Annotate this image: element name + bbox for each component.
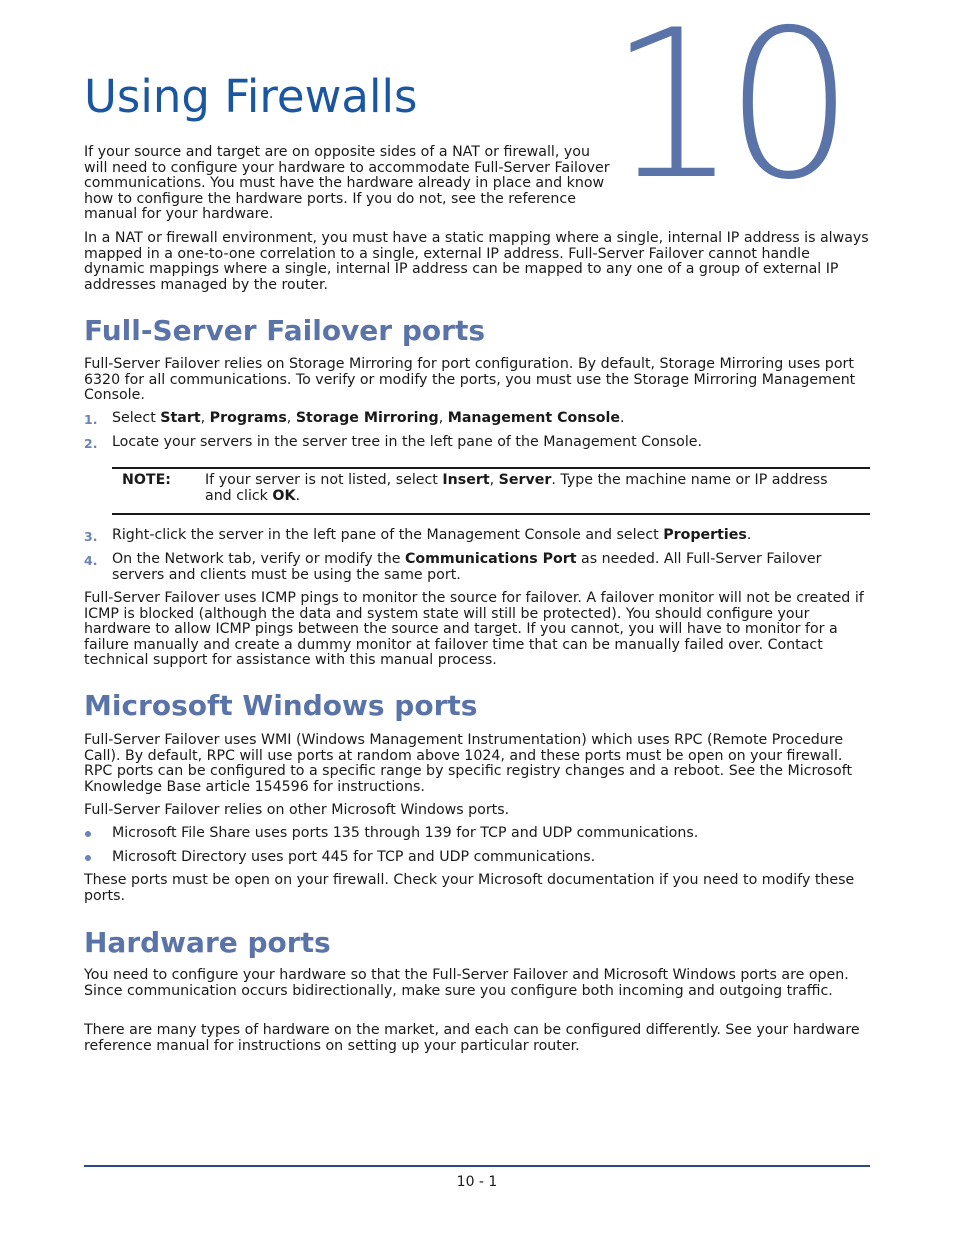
- menu-programs: Programs: [209, 410, 287, 426]
- field-communications-port: Communications Port: [404, 551, 577, 567]
- separator: ,: [489, 472, 499, 488]
- hw-paragraph-1: You need to configure your hardware so that the Full-Server Failover and Microsoft Windows ports are open. Since communication occurs bidirectionally, make sure you configure both incoming and outgoing traffic.: [84, 967, 849, 999]
- ms-paragraph-1: Full-Server Failover uses WMI (Windows Management Instrumentation) which uses RPC (Remote Procedure Call). By default, RPC will use ports at random above 1024, and these ports must be open on your firewall. RPC ports can be configured to a specific range by specific registry changes and a reboot. See the Microsoft Knowledge Base article 154596 for instructions.: [84, 732, 853, 795]
- menu-management-console: Management Console: [447, 410, 621, 426]
- section-heading-hw-ports: Hardware ports: [84, 926, 331, 959]
- step-text-plain: Select: [112, 410, 161, 426]
- step-text: [112, 411, 870, 427]
- menu-server: Server: [498, 472, 552, 488]
- ok-label: OK: [272, 487, 296, 504]
- note-text-plain: .: [295, 487, 300, 504]
- bullet-text: Microsoft File Share uses ports 135 through 139 for TCP and UDP communications.: [112, 825, 699, 841]
- step-text-plain: On the Network tab, verify or modify the: [112, 551, 405, 567]
- chapter-number: 10: [608, 0, 841, 225]
- menu-insert: Insert: [442, 472, 490, 488]
- step-text: [112, 552, 837, 583]
- menu-storage-mirroring: Storage Mirroring: [295, 410, 439, 426]
- step-text: Locate your servers in the server tree in the left pane of the Management Console.: [112, 434, 702, 450]
- step-number: 2.: [84, 436, 98, 451]
- bullet-text: Microsoft Directory uses port 445 for TCP and UDP communications.: [112, 849, 596, 865]
- note-text-plain: . Type the machine name or IP address and click: [205, 472, 828, 504]
- ms-paragraph-3: These ports must be open on your firewall. Check your Microsoft documentation if you need to modify these ports.: [84, 872, 855, 904]
- intro-paragraph-2: In a NAT or firewall environment, you must have a static mapping where a single, internal IP address is always mapped in a one-to-one correlation to a single, external IP address. Full-Server Failover cannot handle dynamic mappings where a single, internal IP address can be mapped to any one of a group of external IP addresses managed by the router.: [84, 230, 869, 293]
- step-number: 1.: [84, 412, 98, 427]
- note-text-plain: If your server is not listed, select: [205, 472, 443, 488]
- ms-paragraph-2: Full-Server Failover relies on other Microsoft Windows ports.: [84, 802, 510, 818]
- separator: ,: [286, 410, 296, 426]
- step-number: 4.: [84, 553, 98, 568]
- separator: ,: [438, 410, 448, 426]
- hw-paragraph-2: There are many types of hardware on the market, and each can be configured differently. See your hardware reference manual for instructions on setting up your particular router.: [84, 1022, 860, 1054]
- fsf-paragraph-1: Full-Server Failover relies on Storage Mirroring for port configuration. By default, Storage Mirroring uses port 6320 for all communications. To verify or modify the ports, you must use the Storage Mirroring Management Console.: [84, 356, 856, 403]
- step-number: 3.: [84, 529, 98, 544]
- fsf-paragraph-2: Full-Server Failover uses ICMP pings to monitor the source for failover. A failover monitor will not be created if ICMP is blocked (although the data and system state will still be protected). You should configure your hardware to allow ICMP pings between the source and target. If you cannot, you will have to monitor for a failure manually and create a dummy monitor at failover time that can be manually failed over. Contact technical support for assistance with this manual process.: [84, 590, 864, 668]
- separator: ,: [200, 410, 210, 426]
- note-text: [205, 473, 845, 504]
- step-text-plain: .: [620, 410, 625, 426]
- note-label: NOTE:: [122, 472, 171, 488]
- note-box: [112, 467, 870, 515]
- step-text-plain: Right-click the server in the left pane of the Management Console and select: [112, 527, 664, 543]
- menu-start: Start: [160, 410, 201, 426]
- footer-rule: [84, 1165, 870, 1167]
- page-number: 10 - 1: [456, 1174, 498, 1190]
- menu-properties: Properties: [663, 527, 747, 543]
- bullet-icon: [85, 831, 91, 837]
- section-heading-ms-ports: Microsoft Windows ports: [84, 689, 478, 722]
- intro-paragraph-1: If your source and target are on opposite sides of a NAT or firewall, you will need to configure your hardware to accommodate Full-Server Failover communications. You must have the hardware already in place and know how to configure the hardware ports. If you do not, see the reference manual for your hardware.: [84, 144, 610, 222]
- step-text: [112, 528, 870, 544]
- step-text-plain: as needed. All Full-Server Failover servers and clients must be using the same port.: [112, 551, 822, 583]
- section-heading-fsf-ports: Full-Server Failover ports: [84, 314, 485, 347]
- page-title: Using Firewalls: [84, 70, 418, 123]
- step-text-plain: .: [746, 527, 752, 543]
- bullet-icon: [85, 855, 91, 861]
